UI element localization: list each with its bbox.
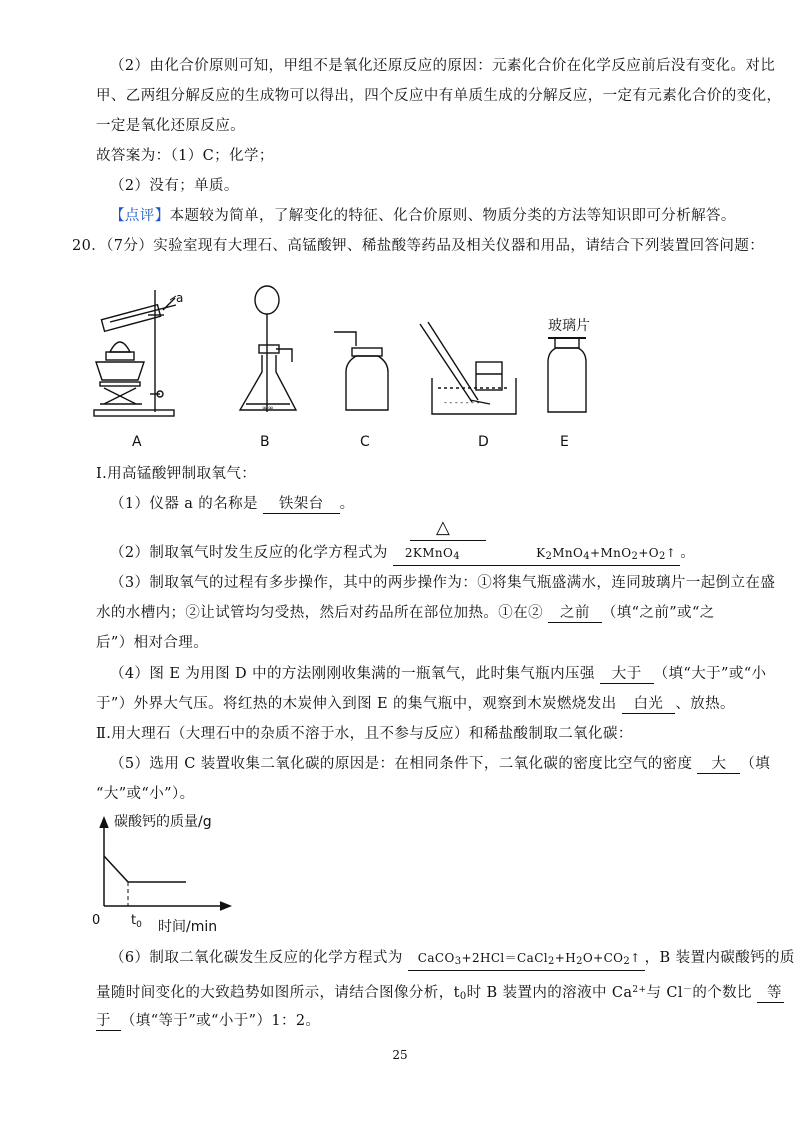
sq2-equation: 2KMnO$_4$ $K_2MnO_4+MnO_2+O_2↑$ bbox=[393, 545, 680, 566]
delta-symbol: △ bbox=[436, 517, 451, 538]
sq2-end: 。 bbox=[680, 545, 696, 561]
sq4-answer-2: 白光 bbox=[622, 696, 676, 714]
sq6-text-4: 与 Cl bbox=[646, 985, 683, 1001]
sub-question-3-line-3: 后”）相对合理。 bbox=[96, 635, 209, 651]
t0-sub: 0 bbox=[459, 991, 467, 1002]
sq4-end: 、放热。 bbox=[675, 696, 735, 712]
label-E: E bbox=[560, 434, 569, 450]
sq6-answer-part-1: 等 bbox=[757, 985, 784, 1003]
answer-line-1: （2）由化合价原则可知，甲组不是氧化还原反应的原因：元素化合价在化学反应前后没有变化。对比 bbox=[110, 58, 776, 74]
sq4-text-2: 于”）外界大气压。将红热的木炭伸入到图 E 的集气瓶中，观察到木炭燃烧发出 bbox=[96, 696, 617, 712]
sq1-end: 。 bbox=[339, 496, 355, 512]
svg-text:- - - - - - -: - - - - - - - bbox=[444, 398, 480, 407]
sq6-text-b: ，B 装置内碳酸钙的质 bbox=[644, 950, 795, 966]
sq5-hint: （填 bbox=[740, 756, 771, 772]
label-a: a bbox=[176, 291, 184, 305]
part-1-heading: Ⅰ.用高锰酸钾制取氧气： bbox=[96, 466, 257, 482]
graph-curve bbox=[104, 856, 186, 882]
cl-charge: － bbox=[682, 985, 693, 995]
label-B: B bbox=[260, 434, 270, 450]
sq6-hint: （填“等于”或“小于”）1：2。 bbox=[120, 1013, 321, 1029]
label-C: C bbox=[360, 434, 370, 450]
sq5-answer: 大 bbox=[697, 756, 740, 774]
sub-question-5-line-2: “大”或“小”）。 bbox=[96, 786, 195, 802]
ca-charge: 2+ bbox=[632, 985, 647, 995]
sq5-text: （5）选用 C 装置收集二氧化碳的原因是：在相同条件下，二氧化碳的密度比空气的密度 bbox=[110, 756, 693, 772]
sub-question-6-line-1 bbox=[110, 948, 795, 971]
sq3-answer: 之前 bbox=[548, 605, 602, 623]
final-answer-line-2: （2）没有；单质。 bbox=[110, 178, 239, 194]
sq4-text: （4）图 E 为用图 D 中的方法刚刚收集满的一瓶氧气，此时集气瓶内压强 bbox=[110, 666, 595, 682]
sq2-text: （2）制取氧气时发生反应的化学方程式为 bbox=[110, 545, 388, 561]
sub-question-6-line-3 bbox=[96, 1011, 320, 1031]
sq6-text-2: 量随时间变化的大致趋势如图所示，请结合图像分析，t bbox=[96, 985, 460, 1001]
sub-question-6-line-2 bbox=[96, 980, 784, 1007]
sub-question-3-line-1: （3）制取氧气的过程有多步操作，其中的两步操作为：①将集气瓶盛满水，连同玻璃片一起倒立在盛 bbox=[110, 575, 776, 591]
sq1-text: （1）仪器 a 的名称是 bbox=[110, 496, 258, 512]
sq6-answer-part-2: 于 bbox=[96, 1013, 121, 1031]
sq3-text: 水的水槽内；②让试管均匀受热，然后对药品所在部位加热。①在② bbox=[96, 605, 543, 621]
sq6-text-3: 时 B 装置内的溶液中 Ca bbox=[466, 985, 633, 1001]
sq1-answer: 铁架台 bbox=[263, 496, 340, 514]
label-glass-plate: 玻璃片 bbox=[548, 318, 590, 334]
sq6-equation: $CaCO_3+2HCl=CaCl_2+H_2O+CO_2↑$ bbox=[408, 950, 645, 971]
sq4-answer-1: 大于 bbox=[600, 666, 654, 684]
graph-x-label: 时间/min bbox=[158, 919, 218, 935]
graph-origin: 0 bbox=[92, 913, 101, 928]
svg-text:∞∞: ∞∞ bbox=[262, 404, 274, 412]
page-number: 25 bbox=[392, 1048, 408, 1062]
comment-text: 本题较为简单，了解变化的特征、化合价原则、物质分类的方法等知识即可分析解答。 bbox=[169, 208, 736, 224]
answer-line-3: 一定是氧化还原反应。 bbox=[96, 118, 245, 134]
label-D: D bbox=[478, 434, 489, 450]
graph-y-label: 碳酸钙的质量/g bbox=[114, 814, 212, 830]
answer-line-2: 甲、乙两组分解反应的生成物可以得出，四个反应中有单质生成的分解反应，一定有元素化合价的变化， bbox=[96, 88, 782, 104]
graph-t0: $t_0$ bbox=[131, 913, 142, 930]
question-20-stem: 20．（7分）实验室现有大理石、高锰酸钾、稀盐酸等药品及相关仪器和用品，请结合下列装置回答问题： bbox=[72, 238, 765, 254]
sq6-text: （6）制取二氧化碳发生反应的化学方程式为 bbox=[110, 950, 403, 966]
comment-tag: 【点评】 bbox=[110, 208, 170, 224]
sq4-hint: （填“大于”或“小 bbox=[653, 666, 767, 682]
part-2-heading: Ⅱ.用大理石（大理石中的杂质不溶于水，且不参与反应）和稀盐酸制取二氧化碳： bbox=[96, 726, 633, 742]
final-answer-line-1: 故答案为：（1）C；化学； bbox=[96, 148, 274, 164]
sq3-hint: （填“之前”或“之 bbox=[601, 605, 715, 621]
sq6-text-5: 的个数比 bbox=[692, 985, 752, 1001]
label-A: A bbox=[132, 434, 142, 450]
